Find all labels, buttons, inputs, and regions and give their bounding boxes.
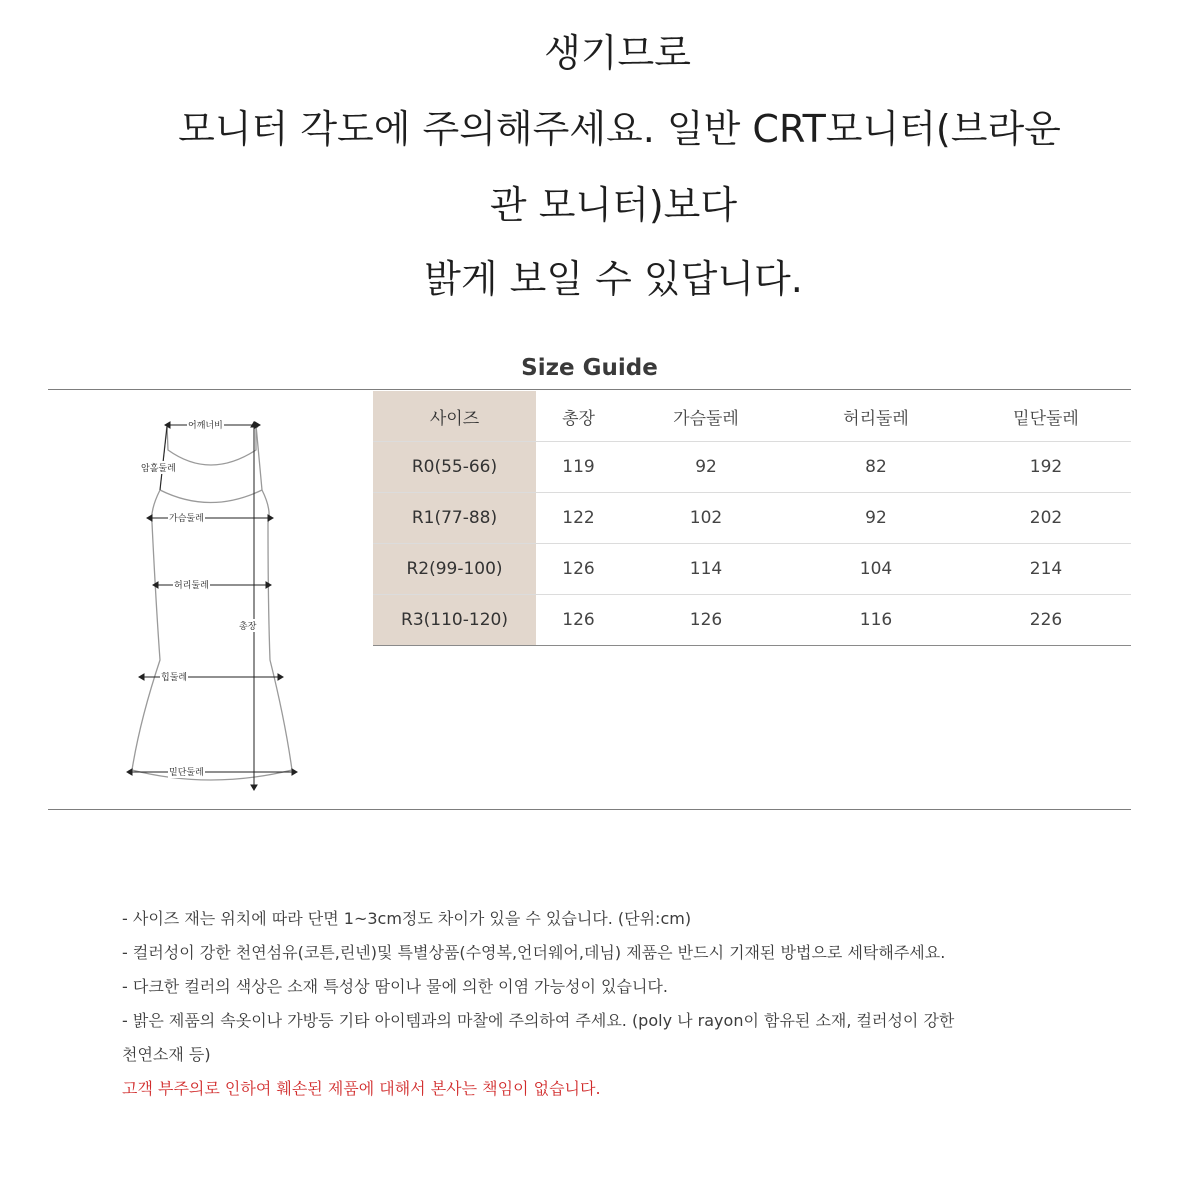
label-armhole: 암홀둘레	[140, 461, 177, 474]
header-length: 총장	[536, 391, 621, 442]
intro-line-3: 관 모니터)보다	[489, 183, 738, 227]
intro-line-1: 생기므로	[544, 31, 691, 75]
header-chest: 가슴둘레	[621, 391, 791, 442]
label-hem: 밑단둘레	[168, 765, 205, 778]
table-cell: 104	[791, 544, 961, 595]
label-shoulder-width: 어깨너비	[187, 418, 224, 431]
intro-text	[0, 0, 1179, 320]
label-chest: 가슴둘레	[168, 511, 205, 524]
table-cell: 92	[621, 442, 791, 493]
dress-measurement-diagram	[110, 405, 310, 800]
table-cell: 122	[536, 493, 621, 544]
table-row	[373, 493, 1131, 544]
note-item: - 다크한 컬러의 색상은 소재 특성상 땀이나 물에 의한 이염 가능성이 있습니다.	[122, 977, 668, 996]
table-cell: 92	[791, 493, 961, 544]
divider-bottom	[48, 809, 1131, 810]
warning-note: 고객 부주의로 인하여 훼손된 제품에 대해서 본사는 책임이 없습니다.	[122, 1079, 601, 1098]
divider-top	[48, 389, 1131, 390]
table-cell: 126	[536, 595, 621, 646]
label-length: 총장	[238, 619, 257, 632]
table-cell: 82	[791, 442, 961, 493]
table-cell: 126	[621, 595, 791, 646]
size-label: R2(99-100)	[373, 544, 536, 595]
header-size: 사이즈	[373, 391, 536, 442]
note-item: - 밝은 제품의 속옷이나 가방등 기타 아이템과의 마찰에 주의하여 주세요. (poly 나 rayon이 함유된 소재, 컬러성이 강한	[122, 1011, 955, 1030]
table-cell: 114	[621, 544, 791, 595]
size-label: R1(77-88)	[373, 493, 536, 544]
note-item: - 사이즈 재는 위치에 따라 단면 1~3cm정도 차이가 있을 수 있습니다. (단위:cm)	[122, 909, 692, 928]
size-guide-title: Size Guide	[521, 355, 658, 381]
table-row	[373, 442, 1131, 493]
label-waist: 허리둘레	[173, 578, 210, 591]
size-label: R3(110-120)	[373, 595, 536, 646]
table-cell: 192	[961, 442, 1131, 493]
header-hem: 밑단둘레	[961, 391, 1131, 442]
table-cell: 226	[961, 595, 1131, 646]
table-header-row	[373, 391, 1131, 442]
size-label: R0(55-66)	[373, 442, 536, 493]
note-item: - 컬러성이 강한 천연섬유(코튼,린넨)및 특별상품(수영복,언더웨어,데님) 제품은 반드시 기재된 방법으로 세탁해주세요.	[122, 943, 946, 962]
header-waist: 허리둘레	[791, 391, 961, 442]
table-cell: 214	[961, 544, 1131, 595]
note-item: 천연소재 등)	[122, 1045, 211, 1064]
table-cell: 202	[961, 493, 1131, 544]
table-cell: 126	[536, 544, 621, 595]
table-row	[373, 544, 1131, 595]
table-cell: 116	[791, 595, 961, 646]
label-hip: 힙둘레	[160, 670, 188, 683]
intro-line-4: 밝게 보일 수 있답니다.	[424, 257, 803, 301]
intro-line-2: 모니터 각도에 주의해주세요. 일반 CRT모니터(브라운	[178, 107, 1061, 151]
care-notes	[122, 902, 1082, 1106]
table-cell: 119	[536, 442, 621, 493]
table-cell: 102	[621, 493, 791, 544]
size-table	[373, 391, 1131, 646]
table-row	[373, 595, 1131, 646]
